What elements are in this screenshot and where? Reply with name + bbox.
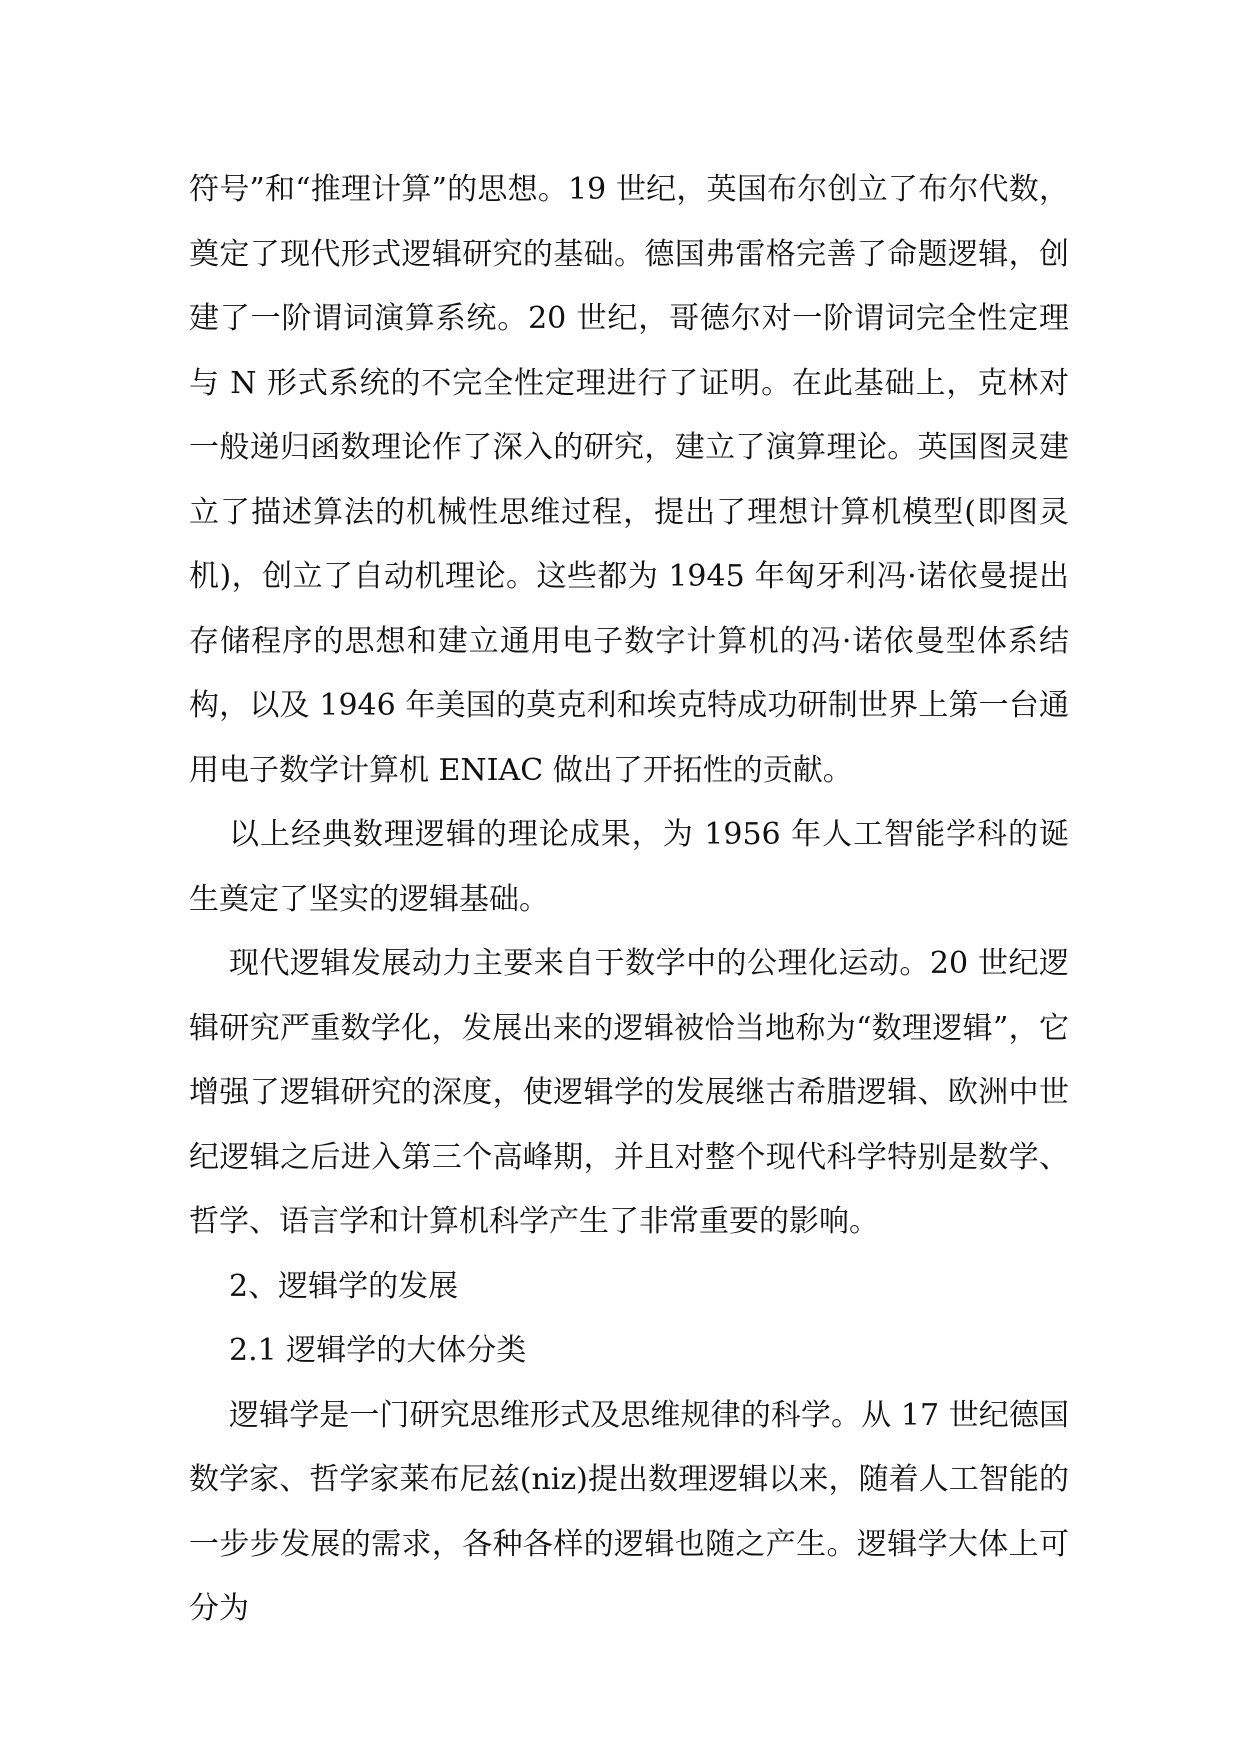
section-heading-logic-development: 2、逻辑学的发展 <box>229 1268 459 1304</box>
paragraph-logic-definition: 逻辑学是一门研究思维形式及思维规律的科学。从 17 世纪德国数学家、哲学家莱布尼兹(niz)提出数理逻辑以来，随着人工智能的一步步发展的需求，各种各样的逻辑也随之产生。逻辑学大体上可分为 <box>189 1397 1069 1626</box>
paragraph-history-of-logic: 符号”和“推理计算”的思想。19 世纪，英国布尔创立了布尔代数，奠定了现代形式逻辑研究的基础。德国弗雷格完善了命题逻辑，创建了一阶谓词演算系统。20 世纪，哥德尔对一阶谓词完全性定理与 N 形式系统的不完全性定理进行了证明。在此基础上，克林对一般递归函数理论作了深入的研究，建立了演算理论。英国图灵建立了描述算法的机械性思维过程，提出了理想计算机模型(即图灵机)，创立了自动机理论。这些都为 1945 年匈牙利冯·诺依曼提出存储程序的思想和建立通用电子数字计算机的冯·诺依曼型体系结构，以及 1946 年美国的莫克利和埃克特成功研制世界上第一台通用电子数学计算机 ENIAC 做出了开拓性的贡献。 <box>189 172 1069 788</box>
subsection-heading-logic-classification: 2.1 逻辑学的大体分类 <box>229 1333 527 1368</box>
paragraph-modern-logic: 现代逻辑发展动力主要来自于数学中的公理化运动。20 世纪逻辑研究严重数学化，发展出来的逻辑被恰当地称为“数理逻辑”，它增强了逻辑研究的深度，使逻辑学的发展继古希腊逻辑、欧洲中世纪逻辑之后进入第三个高峰期，并且对整个现代科学特别是数学、哲学、语言学和计算机科学产生了非常重要的影响。 <box>189 946 1069 1239</box>
paragraph-ai-foundation: 以上经典数理逻辑的理论成果，为 1956 年人工智能学科的诞生奠定了坚实的逻辑基础。 <box>189 817 1069 917</box>
document-body <box>189 158 1069 1642</box>
